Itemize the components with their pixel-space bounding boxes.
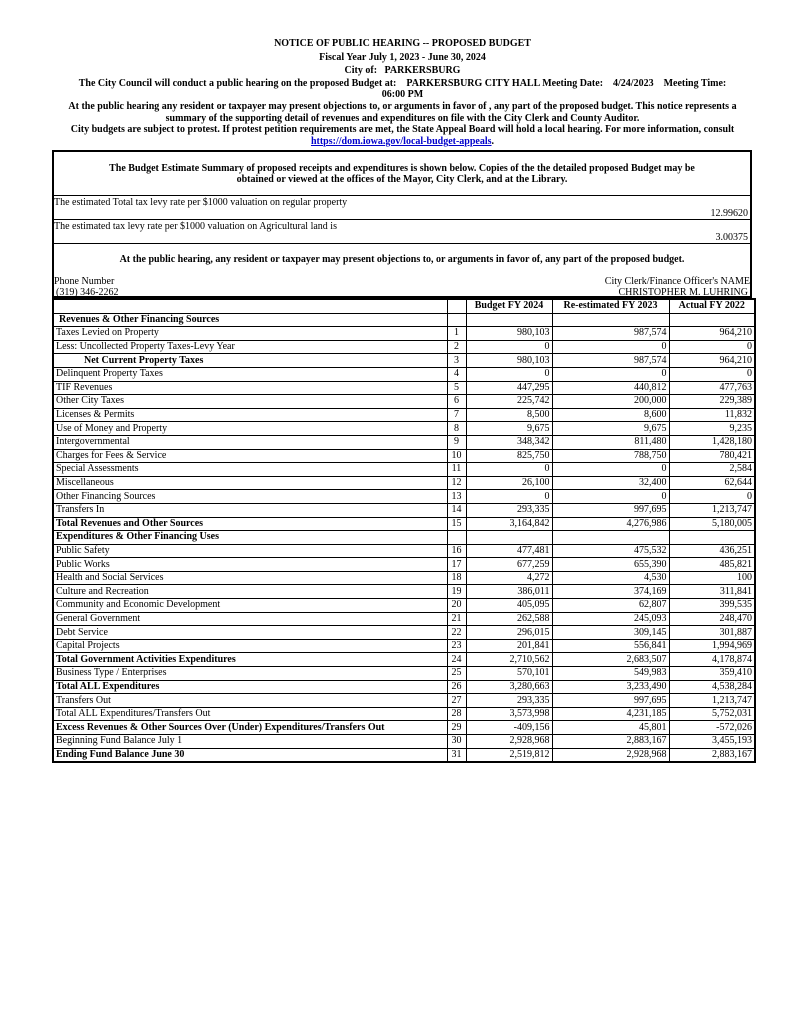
row-label: Other Financing Sources [53,490,447,504]
row-line-number: 31 [447,748,466,762]
row-reestimated-2023: 309,145 [552,626,669,640]
row-budget-2024: 477,481 [466,544,552,558]
row-reestimated-2023: 440,812 [552,381,669,395]
meeting-date-label: Meeting Date: [542,78,604,89]
row-label: Special Assessments [53,463,447,477]
budget-table [52,298,756,763]
row-budget-2024: 447,295 [466,381,552,395]
row-label: Total ALL Expenditures/Transfers Out [53,707,447,721]
row-actual-2022: 11,832 [669,408,755,422]
row-line-number: 18 [447,571,466,585]
row-actual-2022: 4,178,874 [669,653,755,667]
row-actual-2022: 2,883,167 [669,748,755,762]
row-budget-2024: 0 [466,340,552,354]
row-reestimated-2023: 200,000 [552,395,669,409]
row-label: Other City Taxes [53,395,447,409]
levy-regular-label: The estimated Total tax levy rate per $1000 valuation on regular property [54,197,348,208]
row-reestimated-2023: 997,695 [552,503,669,517]
row-actual-2022: 964,210 [669,354,755,368]
header-blank [53,299,447,313]
table-row [53,463,755,477]
row-reestimated-2023: 556,841 [552,639,669,653]
table-row [53,680,755,694]
row-reestimated-2023: 788,750 [552,449,669,463]
row-budget-2024: -409,156 [466,721,552,735]
row-budget-2024: 293,335 [466,503,552,517]
summary-box [52,150,752,298]
table-row [53,408,755,422]
table-row [53,340,755,354]
row-line-number: 23 [447,639,466,653]
row-line-number: 29 [447,721,466,735]
table-row [53,694,755,708]
row-actual-2022: 301,887 [669,626,755,640]
row-line-number: 7 [447,408,466,422]
table-row [53,735,755,749]
header-line-blank [447,299,466,313]
row-actual-2022: 3,455,193 [669,735,755,749]
row-label: Transfers Out [53,694,447,708]
row-reestimated-2023: 3,233,490 [552,680,669,694]
row-line-number: 14 [447,503,466,517]
row-budget-2024: 405,095 [466,599,552,613]
row-budget-2024: 980,103 [466,327,552,341]
row-line-number [447,313,466,327]
table-row [53,571,755,585]
row-actual-2022: 477,763 [669,381,755,395]
phone-number: (319) 346-2262 [56,287,119,298]
row-line-number: 9 [447,435,466,449]
row-actual-2022: 5,180,005 [669,517,755,531]
row-budget-2024: 9,675 [466,422,552,436]
row-actual-2022: 399,535 [669,599,755,613]
row-actual-2022: 0 [669,490,755,504]
row-label: Business Type / Enterprises [53,667,447,681]
table-row [53,476,755,490]
table-row [53,327,755,341]
row-label: Transfers In [53,503,447,517]
row-actual-2022: 780,421 [669,449,755,463]
table-row [53,653,755,667]
row-budget-2024: 980,103 [466,354,552,368]
row-line-number: 12 [447,476,466,490]
row-label: Net Current Property Taxes [53,354,447,368]
row-budget-2024: 677,259 [466,558,552,572]
row-budget-2024: 296,015 [466,626,552,640]
row-budget-2024 [466,313,552,327]
levy-regular-row [54,196,750,220]
row-label: Excess Revenues & Other Sources Over (Under) Expenditures/Transfers Out [53,721,447,735]
row-label: Total Revenues and Other Sources [53,517,447,531]
meeting-time-label: Meeting Time: [663,78,727,89]
levy-regular-value: 12.99620 [710,208,748,219]
row-label: Taxes Levied on Property [53,327,447,341]
table-row [53,381,755,395]
levy-ag-label: The estimated tax levy rate per $1000 valuation on Agricultural land is [54,221,337,232]
row-budget-2024: 2,519,812 [466,748,552,762]
row-budget-2024: 293,335 [466,694,552,708]
row-actual-2022: 359,410 [669,667,755,681]
link-suffix: . [491,136,495,147]
row-reestimated-2023: 987,574 [552,354,669,368]
table-row [53,667,755,681]
row-budget-2024: 3,280,663 [466,680,552,694]
row-budget-2024: 262,588 [466,612,552,626]
row-label: Debt Service [53,626,447,640]
notice-title: NOTICE OF PUBLIC HEARING -- PROPOSED BUDGET [274,38,531,49]
row-actual-2022: 5,752,031 [669,707,755,721]
row-label: Capital Projects [53,639,447,653]
table-row [53,395,755,409]
appeals-link[interactable]: https://dom.iowa.gov/local-budget-appeals [310,136,492,147]
table-row [53,748,755,762]
row-reestimated-2023: 987,574 [552,327,669,341]
levy-ag-row [54,220,750,244]
row-budget-2024: 570,101 [466,667,552,681]
row-reestimated-2023: 811,480 [552,435,669,449]
row-line-number: 8 [447,422,466,436]
row-reestimated-2023: 2,928,968 [552,748,669,762]
row-budget-2024: 348,342 [466,435,552,449]
row-label: Miscellaneous [53,476,447,490]
row-line-number: 4 [447,367,466,381]
row-reestimated-2023: 45,801 [552,721,669,735]
row-actual-2022: 485,821 [669,558,755,572]
table-row [53,449,755,463]
row-actual-2022 [669,531,755,545]
row-actual-2022 [669,313,755,327]
council-text: The City Council will conduct a public hearing on the proposed Budget at: [78,78,397,89]
table-row [53,503,755,517]
row-actual-2022: 248,470 [669,612,755,626]
row-budget-2024: 3,573,998 [466,707,552,721]
row-reestimated-2023 [552,313,669,327]
row-label: Community and Economic Development [53,599,447,613]
row-label: Licenses & Permits [53,408,447,422]
row-actual-2022: 4,538,284 [669,680,755,694]
row-line-number: 24 [447,653,466,667]
table-row [53,544,755,558]
table-row [53,490,755,504]
col-budget-header: Budget FY 2024 [466,299,552,313]
row-reestimated-2023: 0 [552,490,669,504]
row-reestimated-2023: 0 [552,367,669,381]
row-label: Beginning Fund Balance July 1 [53,735,447,749]
row-reestimated-2023: 4,276,986 [552,517,669,531]
row-reestimated-2023: 62,807 [552,599,669,613]
table-row [53,639,755,653]
row-budget-2024: 3,164,842 [466,517,552,531]
row-actual-2022: 1,994,969 [669,639,755,653]
row-line-number: 25 [447,667,466,681]
row-line-number: 21 [447,612,466,626]
row-budget-2024: 225,742 [466,395,552,409]
row-label: Public Works [53,558,447,572]
protest-line [55,124,750,148]
row-reestimated-2023: 655,390 [552,558,669,572]
row-label: Public Safety [53,544,447,558]
table-row [53,558,755,572]
row-actual-2022: 964,210 [669,327,755,341]
row-reestimated-2023: 4,530 [552,571,669,585]
notice-text: At the public hearing any resident or taxpayer may present objections to, or arguments in favor of , any part of the proposed budget. This notice represents a summary of the supporting detail of revenues and expenditures on file with the City Clerk and County Auditor. [68,101,737,124]
table-row [53,585,755,599]
row-line-number: 11 [447,463,466,477]
row-line-number: 2 [447,340,466,354]
row-label: Less: Uncollected Property Taxes-Levy Year [53,340,447,354]
row-label: Health and Social Services [53,571,447,585]
row-line-number: 5 [447,381,466,395]
row-label: Expenditures & Other Financing Uses [53,531,447,545]
row-label: Total Government Activities Expenditures [53,653,447,667]
hearing-location: PARKERSBURG CITY HALL [406,78,540,89]
row-line-number: 26 [447,680,466,694]
row-budget-2024: 4,272 [466,571,552,585]
row-budget-2024: 26,100 [466,476,552,490]
city-name: PARKERSBURG [384,65,461,76]
row-label: General Government [53,612,447,626]
row-label: Ending Fund Balance June 30 [53,748,447,762]
row-budget-2024 [466,531,552,545]
row-budget-2024: 0 [466,463,552,477]
row-line-number: 16 [447,544,466,558]
table-row [53,531,755,545]
row-actual-2022: 1,213,747 [669,694,755,708]
row-reestimated-2023: 2,883,167 [552,735,669,749]
row-budget-2024: 386,011 [466,585,552,599]
row-reestimated-2023: 245,093 [552,612,669,626]
col-reestimated-header: Re-estimated FY 2023 [552,299,669,313]
row-budget-2024: 0 [466,490,552,504]
row-label: Charges for Fees & Service [53,449,447,463]
row-line-number: 19 [447,585,466,599]
fiscal-year: Fiscal Year July 1, 2023 - June 30, 2024 [319,52,486,63]
phone-label: Phone Number [54,276,115,287]
row-actual-2022: 0 [669,367,755,381]
row-reestimated-2023: 32,400 [552,476,669,490]
row-budget-2024: 2,710,562 [466,653,552,667]
table-row [53,422,755,436]
table-row [53,707,755,721]
row-line-number: 20 [447,599,466,613]
row-label: Use of Money and Property [53,422,447,436]
row-actual-2022: 229,389 [669,395,755,409]
table-header-row [53,299,755,313]
row-line-number: 30 [447,735,466,749]
row-actual-2022: 9,235 [669,422,755,436]
table-row [53,435,755,449]
row-reestimated-2023: 0 [552,463,669,477]
meeting-date: 4/24/2023 [613,78,654,89]
row-line-number: 10 [447,449,466,463]
row-budget-2024: 2,928,968 [466,735,552,749]
row-budget-2024: 825,750 [466,449,552,463]
row-line-number: 28 [447,707,466,721]
row-reestimated-2023: 549,983 [552,667,669,681]
row-reestimated-2023: 0 [552,340,669,354]
row-actual-2022: 1,213,747 [669,503,755,517]
table-row [53,313,755,327]
clerk-label: City Clerk/Finance Officer's NAME [604,276,750,287]
row-budget-2024: 201,841 [466,639,552,653]
row-label: Culture and Recreation [53,585,447,599]
city-label: City of: [344,65,378,76]
table-row [53,367,755,381]
row-label: Intergovernmental [53,435,447,449]
row-actual-2022: 0 [669,340,755,354]
row-reestimated-2023 [552,531,669,545]
clerk-name: CHRISTOPHER M. LUHRING [618,287,748,298]
row-line-number [447,531,466,545]
row-actual-2022: 62,644 [669,476,755,490]
row-line-number: 1 [447,327,466,341]
budget-body [53,313,755,762]
row-label: TIF Revenues [53,381,447,395]
row-reestimated-2023: 374,169 [552,585,669,599]
table-row [53,626,755,640]
estimate-text: The Budget Estimate Summary of proposed receipts and expenditures is shown below. Copies of the the detailed proposed Budget may be obtained or viewed at the offices of the Mayor, City Clerk, and at the Library. [54,152,750,196]
hearing-text: At the public hearing, any resident or taxpayer may present objections to, or arguments in favor of, any part of the proposed budget. [119,254,685,265]
row-budget-2024: 0 [466,367,552,381]
row-line-number: 13 [447,490,466,504]
row-actual-2022: 436,251 [669,544,755,558]
row-actual-2022: 100 [669,571,755,585]
row-reestimated-2023: 997,695 [552,694,669,708]
row-budget-2024: 8,500 [466,408,552,422]
row-label: Revenues & Other Financing Sources [53,313,447,327]
row-reestimated-2023: 475,532 [552,544,669,558]
levy-ag-value: 3.00375 [715,232,748,243]
contact-area [54,244,750,298]
row-actual-2022: 2,584 [669,463,755,477]
row-line-number: 6 [447,395,466,409]
protest-text: City budgets are subject to protest. If protest petition requirements are met, the State Appeal Board will hold a local hearing. For more information, consult [70,124,735,135]
row-line-number: 15 [447,517,466,531]
row-line-number: 3 [447,354,466,368]
row-actual-2022: 1,428,180 [669,435,755,449]
row-line-number: 22 [447,626,466,640]
col-actual-header: Actual FY 2022 [669,299,755,313]
row-label: Total ALL Expenditures [53,680,447,694]
row-actual-2022: 311,841 [669,585,755,599]
table-row [53,721,755,735]
table-row [53,354,755,368]
meeting-time: 06:00 PM [381,89,424,100]
row-reestimated-2023: 8,600 [552,408,669,422]
table-row [53,517,755,531]
table-row [53,612,755,626]
row-reestimated-2023: 9,675 [552,422,669,436]
row-label: Delinquent Property Taxes [53,367,447,381]
row-reestimated-2023: 4,231,185 [552,707,669,721]
table-row [53,599,755,613]
row-line-number: 27 [447,694,466,708]
row-line-number: 17 [447,558,466,572]
city-line [55,65,750,77]
row-reestimated-2023: 2,683,507 [552,653,669,667]
row-actual-2022: -572,026 [669,721,755,735]
